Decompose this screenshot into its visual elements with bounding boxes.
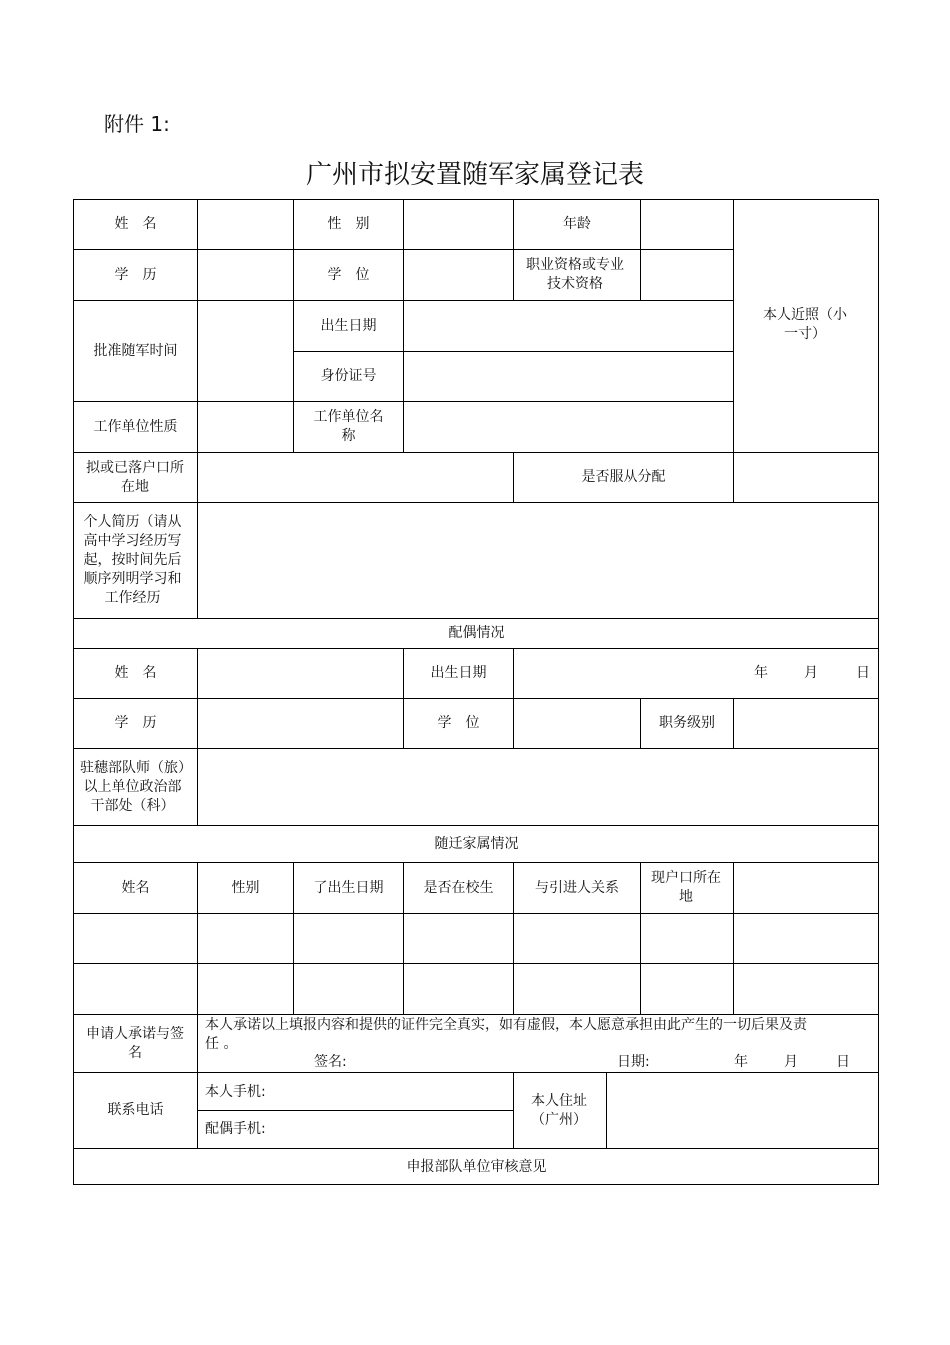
pledge-date-year: 年	[734, 1054, 748, 1070]
spouse-date-year: 年	[754, 665, 768, 681]
spouse-education-label: 学 历	[114, 715, 157, 731]
relatives-col-birth-date: 了出生日期	[313, 879, 384, 896]
pledge-label: 申请人承诺与签名	[86, 1025, 184, 1061]
pledge-text: 本人承诺以上填报内容和提供的证件完全真实，如有虚假，本人愿意承担由此产生的一切后果及责任 。	[205, 1017, 807, 1052]
spouse-name-field[interactable]	[198, 649, 403, 698]
spouse-date-day: 日	[856, 665, 870, 681]
relatives-col-relation: 与引进人关系	[535, 879, 619, 896]
spouse-birth-date-label: 出生日期	[430, 665, 487, 681]
pledge-date-label[interactable]: 日期:	[617, 1054, 650, 1070]
age-label: 年龄	[563, 216, 591, 232]
resume-field[interactable]	[198, 503, 879, 618]
pledge-sign-label[interactable]: 签名:	[314, 1054, 347, 1070]
work-unit-name-label: 工作单位名称	[313, 409, 384, 444]
relatives-row[interactable]	[74, 914, 879, 963]
gender-field[interactable]	[404, 200, 513, 249]
relatives-col-name: 姓名	[121, 879, 150, 896]
spouse-degree-label: 学 位	[437, 715, 480, 731]
attachment-label: 附件 1:	[104, 112, 170, 136]
birth-date-label: 出生日期	[320, 317, 377, 334]
relatives-col-household: 现户口所在地	[651, 870, 721, 905]
education-label: 学 历	[114, 266, 157, 283]
own-phone-label[interactable]: 本人手机:	[205, 1084, 266, 1100]
approval-time-field[interactable]	[198, 301, 293, 401]
spouse-degree-field[interactable]	[514, 699, 640, 748]
household-location-label: 拟或已落户口所在地	[86, 459, 184, 495]
id-number-label: 身份证号	[320, 368, 377, 384]
spouse-rank-label: 职务级别	[659, 715, 715, 731]
resume-label: 个人简历（请从高中学习经历写起，按时间先后顺序列明学习和工作经历	[83, 514, 182, 606]
approval-time-label: 批准随军时间	[93, 342, 178, 359]
spouse-birth-date-field[interactable]	[514, 649, 879, 698]
contact-label: 联系电话	[107, 1102, 164, 1118]
qualification-label: 职业资格或专业技术资格	[526, 257, 624, 292]
political-dept-label: 驻穗部队师（旅）以上单位政治部干部处（科）	[80, 759, 185, 814]
gender-label: 性 别	[327, 216, 370, 232]
political-dept-field[interactable]	[198, 749, 879, 825]
spouse-name-label: 姓 名	[114, 665, 157, 681]
address-label: 本人住址（广州）	[531, 1092, 587, 1128]
relatives-col-gender: 性别	[231, 879, 260, 896]
id-number-field[interactable]	[404, 352, 733, 401]
degree-field[interactable]	[404, 250, 513, 300]
photo-placeholder[interactable]: 本人近照（小一寸）	[763, 307, 847, 342]
work-unit-name-field[interactable]	[404, 402, 733, 452]
spouse-phone-label[interactable]: 配偶手机:	[205, 1121, 266, 1137]
address-field[interactable]	[607, 1073, 879, 1148]
work-unit-nature-field[interactable]	[198, 402, 293, 452]
household-location-field[interactable]	[198, 453, 513, 502]
relatives-row[interactable]	[74, 964, 879, 1014]
pledge-date-month: 月	[784, 1054, 798, 1070]
pledge-date-day: 日	[836, 1054, 850, 1070]
relatives-col-student: 是否在校生	[423, 879, 494, 896]
page-title: 广州市拟安置随军家属登记表	[305, 160, 644, 190]
spouse-rank-field[interactable]	[734, 699, 879, 748]
spouse-education-field[interactable]	[198, 699, 403, 748]
review-opinion-label: 申报部队单位审核意见	[406, 1158, 547, 1175]
education-field[interactable]	[198, 250, 293, 300]
name-label: 姓 名	[114, 216, 157, 232]
age-field[interactable]	[641, 200, 733, 249]
obey-allocation-label: 是否服从分配	[581, 469, 666, 485]
birth-date-field[interactable]	[404, 301, 733, 351]
relatives-section-header: 随迁家属情况	[434, 835, 519, 852]
spouse-date-month: 月	[804, 665, 818, 681]
obey-allocation-field[interactable]	[734, 453, 879, 502]
degree-label: 学 位	[327, 266, 370, 283]
qualification-field[interactable]	[641, 250, 733, 300]
name-field[interactable]	[198, 200, 293, 249]
work-unit-nature-label: 工作单位性质	[93, 418, 178, 435]
spouse-section-header: 配偶情况	[448, 625, 505, 641]
